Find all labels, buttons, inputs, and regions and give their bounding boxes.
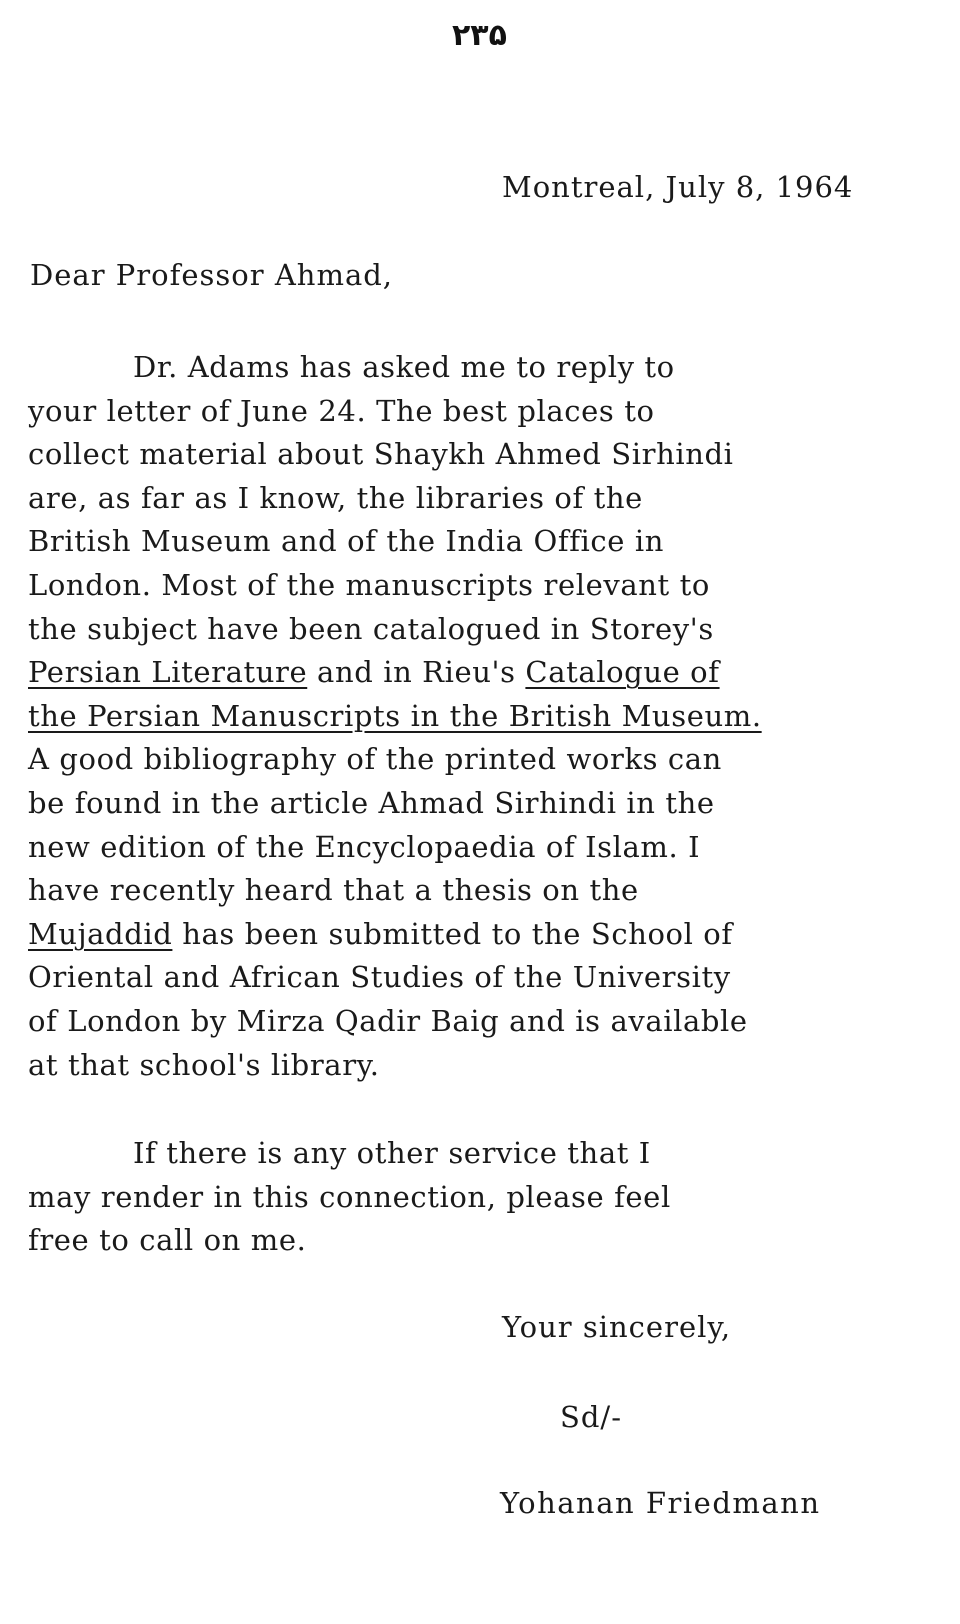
paragraph-line xyxy=(28,651,762,695)
paragraph-line: have recently heard that a thesis on the xyxy=(28,873,639,908)
paragraph-line: new edition of the Encyclopaedia of Islam. I xyxy=(28,829,701,864)
paragraph-line: collect material about Shaykh Ahmed Sirhindi xyxy=(28,437,734,472)
closing: Your sincerely, xyxy=(502,1310,732,1344)
body-paragraph-2 xyxy=(28,1132,671,1263)
line-text: has been submitted to the School of xyxy=(172,916,733,951)
signatory-name: Yohanan Friedmann xyxy=(500,1486,821,1520)
paragraph-line: may render in this connection, please feel xyxy=(28,1179,671,1214)
book-title-catalogue: Catalogue of xyxy=(525,655,720,690)
paragraph-line: If there is any other service that I xyxy=(133,1136,651,1170)
paragraph-line: of London by Mirza Qadir Baig and is available xyxy=(28,1003,748,1038)
paragraph-line: British Museum and of the India Office in xyxy=(28,524,665,559)
paragraph-line: be found in the article Ahmad Sirhindi in the xyxy=(28,785,715,820)
title-mujaddid: Mujaddid xyxy=(28,916,173,951)
paragraph-line: Dr. Adams has asked me to reply to xyxy=(133,350,675,384)
paragraph-line: are, as far as I know, the libraries of the xyxy=(28,480,643,515)
paragraph-line xyxy=(28,695,762,739)
paragraph-line xyxy=(28,913,762,957)
paragraph-line: Oriental and African Studies of the University xyxy=(28,960,731,995)
paragraph-line: A good bibliography of the printed works can xyxy=(28,742,722,777)
body-paragraph-1 xyxy=(28,346,762,1087)
signed-mark: Sd/- xyxy=(560,1400,622,1434)
dateline: Montreal, July 8, 1964 xyxy=(502,170,854,204)
book-title-persian-literature: Persian Literature xyxy=(28,655,308,690)
paragraph-line: London. Most of the manuscripts relevant to xyxy=(28,567,710,602)
paragraph-line: your letter of June 24. The best places to xyxy=(28,393,655,428)
line-text: and in Rieu's xyxy=(307,655,526,690)
page-number: ۲۳۵ xyxy=(452,18,507,53)
paragraph-line: free to call on me. xyxy=(28,1223,307,1258)
salutation: Dear Professor Ahmad, xyxy=(30,258,394,292)
paragraph-line: at that school's library. xyxy=(28,1047,380,1082)
book-title-catalogue-continued: the Persian Manuscripts in the British Museum. xyxy=(28,698,762,733)
paragraph-line: the subject have been catalogued in Storey's xyxy=(28,611,714,646)
